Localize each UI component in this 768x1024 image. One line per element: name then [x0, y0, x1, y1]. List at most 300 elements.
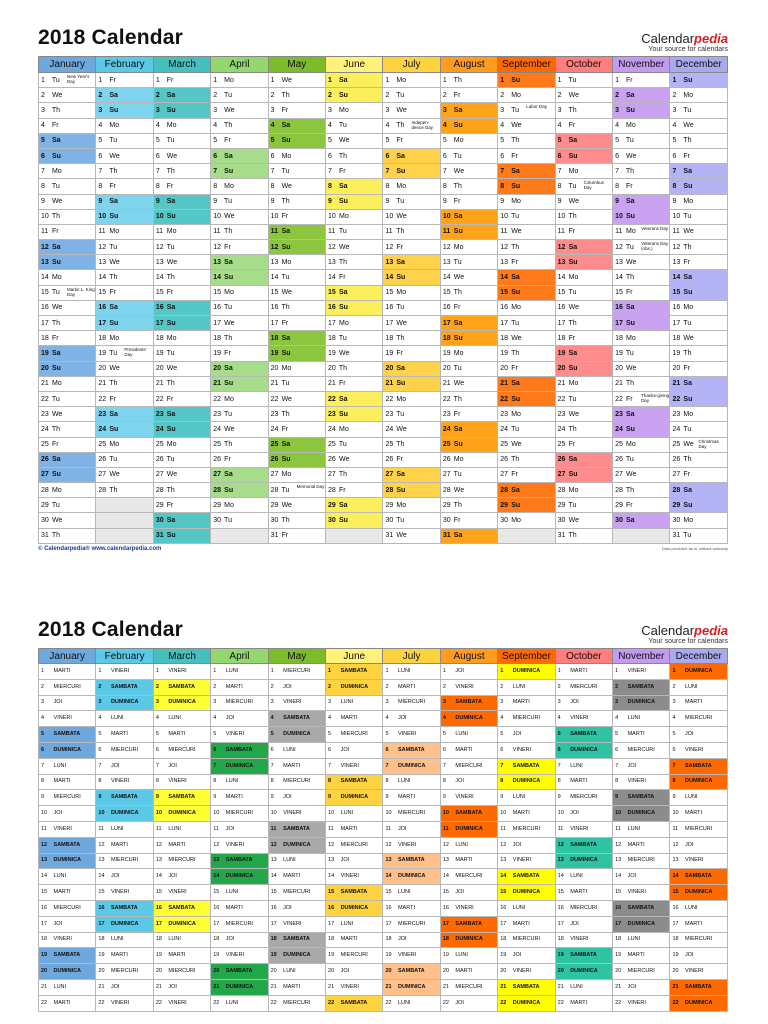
day-number: 8: [270, 182, 275, 190]
weekday-label: Sa: [51, 243, 61, 251]
weekday-label: Th: [683, 349, 692, 357]
month-header-october: October: [555, 649, 612, 664]
day-cell: [498, 255, 555, 270]
day-number: 7: [672, 167, 677, 175]
day-cell: [670, 932, 728, 948]
day-cell: [39, 209, 96, 224]
weekday-label: Fr: [453, 91, 461, 99]
holiday-label: Labor Day: [526, 104, 548, 110]
weekday-label: Su: [626, 425, 635, 433]
weekday-label: MIERCURI: [512, 936, 540, 943]
weekday-label: VINERI: [397, 841, 417, 848]
day-number: 7: [270, 167, 275, 175]
day-number: 13: [155, 857, 162, 864]
day-cell: [153, 695, 210, 711]
day-cell: [498, 995, 555, 1011]
weekday-label: Su: [683, 76, 693, 84]
weekday-label: JOI: [455, 667, 464, 674]
weekday-label: MIERCURI: [685, 825, 713, 832]
weekday-label: LUNI: [627, 936, 641, 943]
weekday-label: SAMBATA: [110, 904, 138, 911]
day-cell: [555, 118, 612, 133]
weekday-label: Sa: [626, 304, 635, 312]
day-number: 6: [328, 746, 332, 753]
day-number: 17: [500, 319, 509, 327]
day-number: 18: [385, 936, 392, 943]
day-cell: [268, 979, 325, 995]
day-cell: [211, 118, 268, 133]
weekday-label: LUNI: [455, 841, 468, 848]
day-number: 22: [557, 999, 564, 1006]
day-number: 15: [442, 289, 451, 297]
day-number: 31: [557, 532, 566, 540]
day-cell: [39, 391, 96, 406]
day-number: 16: [41, 904, 48, 911]
day-number: 8: [328, 778, 332, 785]
day-cell: [211, 900, 268, 916]
day-number: 18: [500, 936, 507, 943]
day-number: 23: [442, 410, 451, 418]
weekday-label: Su: [281, 349, 291, 357]
day-row: [39, 391, 728, 406]
weekday-label: Tu: [625, 456, 634, 464]
day-number: 13: [557, 857, 564, 864]
weekday-label: Tu: [224, 304, 232, 312]
day-number: 19: [213, 952, 220, 959]
weekday-label: Sa: [281, 334, 291, 342]
day-cell: [613, 361, 670, 376]
day-number: 20: [41, 365, 49, 373]
day-cell: [440, 742, 497, 758]
day-number: 28: [385, 486, 394, 494]
weekday-label: Su: [396, 380, 406, 388]
day-cell: [96, 179, 153, 194]
day-number: 7: [98, 762, 102, 769]
day-cell: [211, 361, 268, 376]
weekday-label: MIERCURI: [53, 794, 81, 801]
weekday-label: Mo: [683, 304, 694, 312]
weekday-label: Tu: [453, 152, 462, 160]
day-cell: [440, 103, 497, 118]
day-cell: [383, 255, 440, 270]
day-cell: [383, 73, 440, 88]
day-cell: [211, 758, 268, 774]
day-number: 2: [557, 91, 562, 99]
day-cell: [555, 869, 612, 885]
day-cell: [39, 224, 96, 239]
weekday-label: Su: [683, 182, 693, 190]
weekday-label: Mo: [224, 501, 234, 509]
weekday-label: Mo: [281, 471, 292, 479]
day-number: 13: [615, 258, 623, 266]
month-header-april: April: [211, 57, 268, 73]
day-number: 20: [155, 365, 164, 373]
day-cell: [268, 821, 325, 837]
day-number: 8: [557, 778, 561, 785]
weekday-label: MARTI: [110, 952, 128, 959]
weekday-label: VINERI: [225, 841, 245, 848]
weekday-label: Th: [109, 380, 118, 388]
weekday-label: Sa: [51, 137, 61, 145]
weekday-label: LUNI: [168, 715, 181, 722]
weekday-label: Tu: [683, 425, 692, 433]
day-cell: [326, 695, 383, 711]
day-number: 8: [385, 182, 390, 190]
weekday-label: Tu: [683, 319, 692, 327]
weekday-label: Th: [281, 304, 290, 312]
weekday-label: JOI: [685, 731, 694, 738]
weekday-label: Mo: [568, 167, 579, 175]
day-cell: [211, 695, 268, 711]
day-cell: [613, 513, 670, 528]
weekday-label: Fr: [626, 182, 633, 190]
day-number: 25: [385, 441, 394, 449]
day-number: 23: [500, 410, 509, 418]
day-number: 12: [557, 243, 566, 251]
weekday-label: Mo: [568, 380, 579, 388]
day-number: 9: [672, 794, 676, 801]
day-cell: [211, 498, 268, 513]
day-cell: [440, 774, 497, 790]
weekday-label: LUNI: [168, 825, 181, 832]
day-cell: [211, 255, 268, 270]
day-number: 27: [98, 471, 107, 479]
day-number: 21: [557, 983, 564, 990]
weekday-label: Mo: [683, 198, 694, 206]
day-cell: [211, 995, 268, 1011]
day-cell: [39, 467, 96, 482]
day-number: 27: [615, 471, 623, 479]
day-number: 24: [98, 425, 107, 433]
day-number: 5: [155, 137, 160, 145]
weekday-label: Fr: [166, 395, 174, 403]
page-title: 2018 Calendar: [38, 618, 184, 641]
day-number: 8: [41, 182, 45, 190]
day-number: 8: [98, 778, 102, 785]
day-cell: [153, 73, 210, 88]
day-number: 21: [328, 983, 335, 990]
weekday-label: DUMINICA: [570, 857, 598, 864]
day-cell: [440, 179, 497, 194]
day-number: 11: [557, 825, 564, 832]
weekday-label: Tu: [224, 410, 232, 418]
day-cell: [555, 821, 612, 837]
weekday-label: Su: [109, 319, 119, 327]
day-cell: [96, 452, 153, 467]
day-number: 28: [615, 486, 623, 494]
weekday-label: JOI: [283, 683, 292, 690]
weekday-label: Mo: [626, 334, 636, 342]
weekday-label: SAMBATA: [397, 746, 425, 753]
day-cell: [383, 285, 440, 300]
day-number: 11: [500, 825, 506, 832]
weekday-label: Fr: [396, 137, 403, 145]
day-number: 17: [155, 319, 164, 327]
day-number: 1: [385, 667, 389, 674]
weekday-label: LUNI: [283, 746, 296, 753]
weekday-label: DUMINICA: [455, 936, 483, 943]
day-number: 20: [41, 968, 48, 975]
day-number: 9: [213, 198, 218, 206]
day-cell: [440, 869, 497, 885]
day-number: 19: [615, 952, 622, 959]
day-number: 12: [500, 243, 509, 251]
day-cell: [268, 224, 325, 239]
day-cell: [153, 821, 210, 837]
weekday-label: Mo: [453, 243, 464, 251]
holiday-label: Christmas Day: [698, 438, 719, 449]
day-number: 8: [270, 778, 274, 785]
day-cell: [670, 679, 728, 695]
day-cell: [440, 758, 497, 774]
day-cell: [555, 194, 612, 209]
day-number: 18: [213, 334, 222, 342]
weekday-label: Th: [224, 122, 233, 130]
day-cell: [268, 695, 325, 711]
day-cell: [613, 498, 670, 513]
day-cell: [39, 179, 96, 194]
day-number: 9: [155, 794, 159, 801]
day-number: 10: [270, 213, 279, 221]
day-number: 12: [615, 841, 622, 848]
day-number: 8: [442, 182, 447, 190]
weekday-label: Sa: [568, 349, 578, 357]
day-number: 17: [500, 920, 507, 927]
day-number: 5: [328, 731, 332, 738]
weekday-label: Mo: [166, 228, 177, 236]
day-cell: [498, 270, 555, 285]
weekday-label: SAMBATA: [397, 857, 425, 864]
day-number: 12: [213, 841, 220, 848]
weekday-label: Fr: [683, 471, 691, 479]
day-number: 4: [270, 122, 275, 130]
day-number: 22: [155, 999, 162, 1006]
day-number: 8: [213, 778, 217, 785]
weekday-label: Fr: [568, 228, 576, 236]
weekday-label: MARTI: [283, 983, 301, 990]
day-number: 31: [672, 532, 681, 540]
day-cell: [440, 948, 497, 964]
day-number: 3: [270, 106, 275, 114]
weekday-label: VINERI: [570, 825, 589, 832]
month-header-may: May: [268, 649, 325, 664]
footer-copyright: © Calendarpedia® www.calendarpedia.com: [38, 545, 162, 552]
day-cell: [39, 948, 96, 964]
weekday-label: Tu: [166, 243, 175, 251]
day-row: [39, 806, 728, 822]
day-cell: [39, 513, 96, 528]
weekday-label: Sa: [338, 501, 348, 509]
day-number: 31: [155, 532, 164, 540]
day-number: 27: [385, 471, 394, 479]
day-cell: [498, 194, 555, 209]
day-number: 24: [500, 425, 509, 433]
day-cell: [440, 853, 497, 869]
weekday-label: Su: [453, 441, 463, 449]
day-cell: [211, 869, 268, 885]
day-number: 15: [155, 289, 164, 297]
weekday-label: SAMBATA: [685, 983, 712, 990]
day-cell: [383, 900, 440, 916]
weekday-label: Sa: [626, 91, 635, 99]
day-cell: [326, 209, 383, 224]
day-number: 15: [155, 889, 162, 896]
weekday-label: Sa: [281, 122, 291, 130]
weekday-label: Th: [281, 410, 290, 418]
weekday-label: Mo: [338, 319, 349, 327]
weekday-label: Fr: [683, 258, 691, 266]
weekday-label: Mo: [683, 91, 694, 99]
day-cell: [326, 88, 383, 103]
weekday-label: Fr: [626, 501, 633, 509]
weekday-label: LUNI: [340, 699, 354, 706]
day-number: 8: [98, 182, 103, 190]
day-number: 11: [41, 825, 47, 832]
day-cell: [211, 979, 268, 995]
day-cell: [670, 774, 728, 790]
day-cell: [39, 837, 96, 853]
day-cell: [498, 240, 555, 255]
weekday-label: MIERCURI: [168, 968, 196, 975]
day-cell: [96, 727, 153, 743]
day-row: [39, 467, 728, 482]
weekday-label: Su: [166, 319, 176, 327]
day-cell: [670, 821, 728, 837]
weekday-label: We: [683, 441, 694, 449]
weekday-label: MARTI: [110, 731, 128, 738]
day-cell: [555, 437, 612, 452]
weekday-label: Tu: [51, 501, 60, 509]
day-cell: [211, 964, 268, 980]
weekday-label: Sa: [626, 198, 635, 206]
weekday-label: Fr: [281, 319, 289, 327]
weekday-label: We: [109, 258, 120, 266]
day-number: 11: [98, 228, 106, 236]
day-cell: [211, 148, 268, 163]
weekday-label: MIERCURI: [283, 667, 311, 674]
weekday-label: JOI: [53, 920, 63, 927]
day-cell: [440, 316, 497, 331]
day-number: 18: [385, 334, 394, 342]
month-header-december: December: [670, 649, 728, 664]
day-number: 19: [98, 952, 105, 959]
day-cell: [268, 711, 325, 727]
day-cell: [211, 270, 268, 285]
day-row: [39, 331, 728, 346]
weekday-label: MIERCURI: [53, 683, 81, 690]
day-cell: [153, 727, 210, 743]
day-number: 28: [672, 486, 681, 494]
weekday-label: DUMINICA: [283, 841, 311, 848]
weekday-label: LUNI: [283, 857, 296, 864]
brand-name: Calendar: [641, 31, 695, 46]
weekday-label: DUMINICA: [570, 968, 598, 975]
day-cell: [670, 88, 728, 103]
day-cell: [39, 255, 96, 270]
day-cell: [326, 285, 383, 300]
day-number: 14: [328, 873, 335, 880]
weekday-label: Fr: [453, 410, 461, 418]
day-cell: [613, 179, 670, 194]
weekday-label: Sa: [281, 441, 291, 449]
day-number: 9: [328, 794, 332, 801]
day-cell: [498, 528, 555, 543]
day-number: 2: [385, 91, 390, 99]
day-cell: [555, 513, 612, 528]
day-cell: [326, 240, 383, 255]
weekday-label: Su: [166, 106, 176, 114]
day-cell: [268, 467, 325, 482]
day-cell: [498, 437, 555, 452]
day-number: 14: [270, 274, 279, 282]
day-number: 30: [328, 517, 336, 525]
weekday-label: DUMINICA: [512, 778, 541, 785]
weekday-label: Mo: [453, 349, 464, 357]
weekday-label: Sa: [511, 167, 520, 175]
day-number: 15: [442, 889, 449, 896]
day-number: 15: [328, 289, 336, 297]
weekday-label: MARTI: [397, 904, 415, 911]
weekday-label: Su: [568, 471, 578, 479]
day-cell: [268, 995, 325, 1011]
weekday-label: We: [568, 198, 579, 206]
weekday-label: Th: [281, 198, 290, 206]
day-cell: [555, 300, 612, 315]
month-header-december: December: [670, 57, 728, 73]
day-number: 18: [270, 334, 279, 342]
weekday-label: VINERI: [685, 968, 704, 975]
day-cell: [268, 148, 325, 163]
day-cell: [440, 964, 497, 980]
day-number: 3: [385, 699, 389, 706]
day-number: 30: [557, 517, 566, 525]
day-cell: [96, 790, 153, 806]
day-cell: [268, 483, 325, 498]
weekday-label: Sa: [338, 289, 348, 297]
day-number: 19: [155, 952, 162, 959]
weekday-label: Sa: [683, 167, 692, 175]
weekday-label: Mo: [338, 106, 349, 114]
day-cell: [670, 727, 728, 743]
day-cell: [268, 240, 325, 255]
day-cell: [96, 711, 153, 727]
weekday-label: Sa: [683, 486, 692, 494]
weekday-label: JOI: [685, 952, 694, 959]
day-cell: [440, 194, 497, 209]
day-cell: [153, 869, 210, 885]
day-cell: [326, 900, 383, 916]
day-cell: [153, 179, 210, 194]
day-number: 3: [672, 106, 677, 114]
month-header-july: July: [383, 57, 440, 73]
day-cell: [153, 932, 210, 948]
weekday-label: SAMBATA: [225, 746, 253, 753]
day-number: 19: [672, 349, 681, 357]
weekday-label: Mo: [568, 486, 579, 494]
weekday-label: LUNI: [53, 873, 67, 880]
day-cell: [555, 103, 612, 118]
weekday-label: MARTI: [397, 683, 415, 690]
brand-logo: [641, 32, 728, 54]
day-number: 5: [41, 731, 45, 738]
weekday-label: Fr: [166, 289, 174, 297]
day-number: 14: [672, 873, 679, 880]
month-header-row: [39, 57, 728, 73]
day-number: 17: [213, 920, 220, 927]
day-number: 2: [385, 683, 389, 690]
day-cell: [440, 528, 497, 543]
day-cell: [39, 964, 96, 980]
